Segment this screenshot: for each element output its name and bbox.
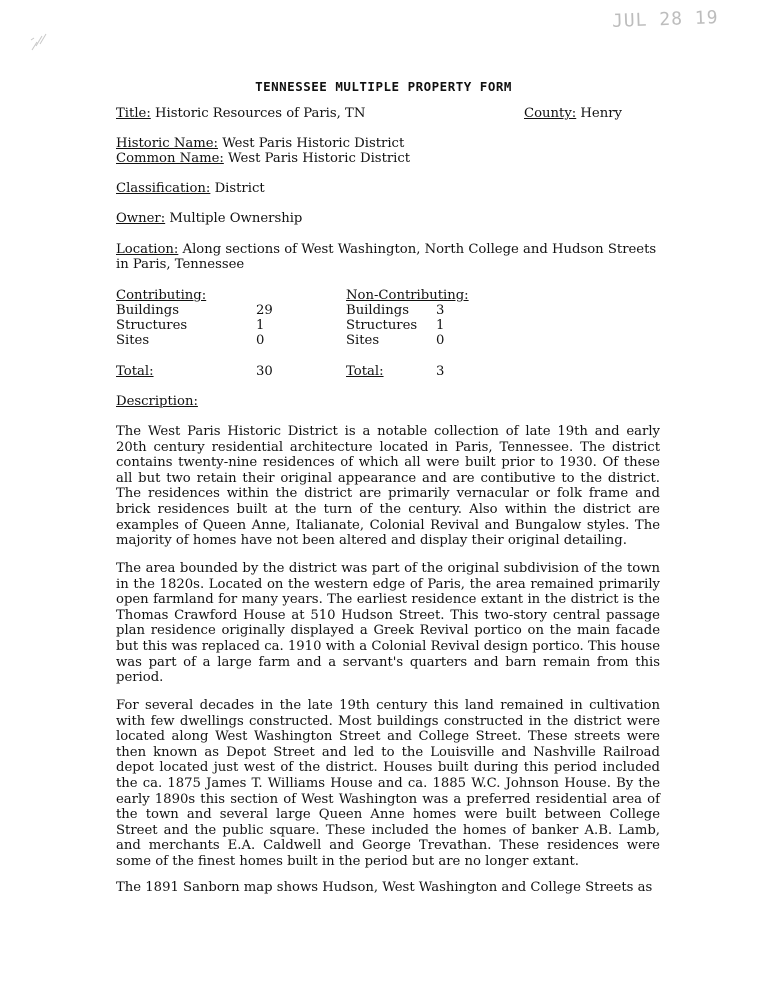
contributing-total-label: Total: xyxy=(116,364,154,379)
description-heading: Description: xyxy=(116,394,198,409)
noncontributing-buildings-label: Buildings xyxy=(346,303,409,318)
contributing-structures-label: Structures xyxy=(116,318,188,333)
contributing-buildings-count: 29 xyxy=(256,303,273,318)
noncontributing-sites-count: 0 xyxy=(436,333,445,348)
common-name-value: West Paris Historic District xyxy=(228,151,411,166)
noncontributing-heading: Non-Contributing: xyxy=(346,288,469,303)
location-label: Location: xyxy=(116,242,179,257)
description-paragraph-2 xyxy=(116,561,660,686)
form-title: TENNESSEE MULTIPLE PROPERTY FORM xyxy=(255,79,512,94)
description-paragraph-1 xyxy=(116,424,660,549)
contributing-heading: Contributing: xyxy=(116,288,207,303)
noncontributing-sites-label: Sites xyxy=(346,333,380,348)
location-field xyxy=(116,242,656,258)
noncontributing-total-count: 3 xyxy=(436,364,445,379)
noncontributing-buildings-count: 3 xyxy=(436,303,445,318)
contributing-total-count: 30 xyxy=(256,364,273,379)
owner-value: Multiple Ownership xyxy=(169,211,303,226)
contributing-sites-count: 0 xyxy=(256,333,265,348)
owner-field xyxy=(116,211,302,227)
location-value-line1: Along sections of West Washington, North College and Hudson Streets xyxy=(182,242,657,257)
title-value: Historic Resources of Paris, TN xyxy=(154,106,366,121)
historic-name-label: Historic Name: xyxy=(116,136,218,151)
noncontributing-structures-count: 1 xyxy=(436,318,445,333)
paragraph-text: The area bounded by the district was part of the original subdivision of the town in the 1820s. Located on the western edge of Paris, the area remained primarily open farmland for many years. The earliest residence extant in the district is the Thomas Crawford House at 510 Hudson Street. This two-story central passage plan residence originally displayed a Greek Revival portico on the main facade but this was replaced ca. 1910 with a Colonial Revival design portico. This house was part of a large farm and a servant's quarters and barn remain from this period. xyxy=(116,561,660,686)
classification-field xyxy=(116,181,265,197)
county-value: Henry xyxy=(580,106,622,121)
historic-name-field xyxy=(116,136,404,152)
location-value-line2: in Paris, Tennessee xyxy=(116,257,245,272)
paragraph-text: For several decades in the late 19th century this land remained in cultivation with few dwellings constructed. Most buildings constructed in the district were located along West Washington Street and College Street. These streets were then known as Depot Street and led to the Louisville and Nashville Railroad depot located just west of the district. Houses built during this period included the ca. 1875 James T. Williams House and ca. 1885 W.C. Johnson House. By the early 1890s this section of West Washington was a preferred residential area of the town and several large Queen Anne homes were built between College Street and the public square. These included the homes of banker A.B. Lamb, and merchants E.A. Caldwell and George Trevathan. These residences were some of the finest homes built in the period but are no longer extant. xyxy=(116,698,660,869)
paragraph-text: The 1891 Sanborn map shows Hudson, West Washington and College Streets as xyxy=(116,880,653,895)
noncontributing-structures-label: Structures xyxy=(346,318,418,333)
common-name-field xyxy=(116,151,410,167)
title-label: Title: xyxy=(116,106,151,121)
historic-name-value: West Paris Historic District xyxy=(222,136,405,151)
common-name-label: Common Name: xyxy=(116,151,224,166)
noncontributing-total-label: Total: xyxy=(346,364,384,379)
description-paragraph-4 xyxy=(116,880,660,896)
county-field xyxy=(524,106,622,122)
classification-label: Classification: xyxy=(116,181,211,196)
description-paragraph-3 xyxy=(116,698,660,870)
classification-value: District xyxy=(214,181,265,196)
contributing-structures-count: 1 xyxy=(256,318,265,333)
owner-label: Owner: xyxy=(116,211,166,226)
scan-smudge-mark xyxy=(28,30,50,54)
contributing-sites-label: Sites xyxy=(116,333,150,348)
paragraph-text: The West Paris Historic District is a notable collection of late 19th and early 20th century residential architecture located in Paris, Tennessee. The district contains twenty-nine residences of which all were built prior to 1930. Of these all but two retain their original appearance and are contibutive to the district. The residences within the district are primarily vernacular or folk frame and brick residences built at the turn of the century. Also within the district are examples of Queen Anne, Italianate, Colonial Revival and Bungalow styles. The majority of homes have not been altered and display their original detailing. xyxy=(116,424,660,549)
title-field xyxy=(116,106,365,122)
received-date-stamp: JUL 28 19 xyxy=(612,7,720,32)
contributing-buildings-label: Buildings xyxy=(116,303,179,318)
county-label: County: xyxy=(524,106,577,121)
